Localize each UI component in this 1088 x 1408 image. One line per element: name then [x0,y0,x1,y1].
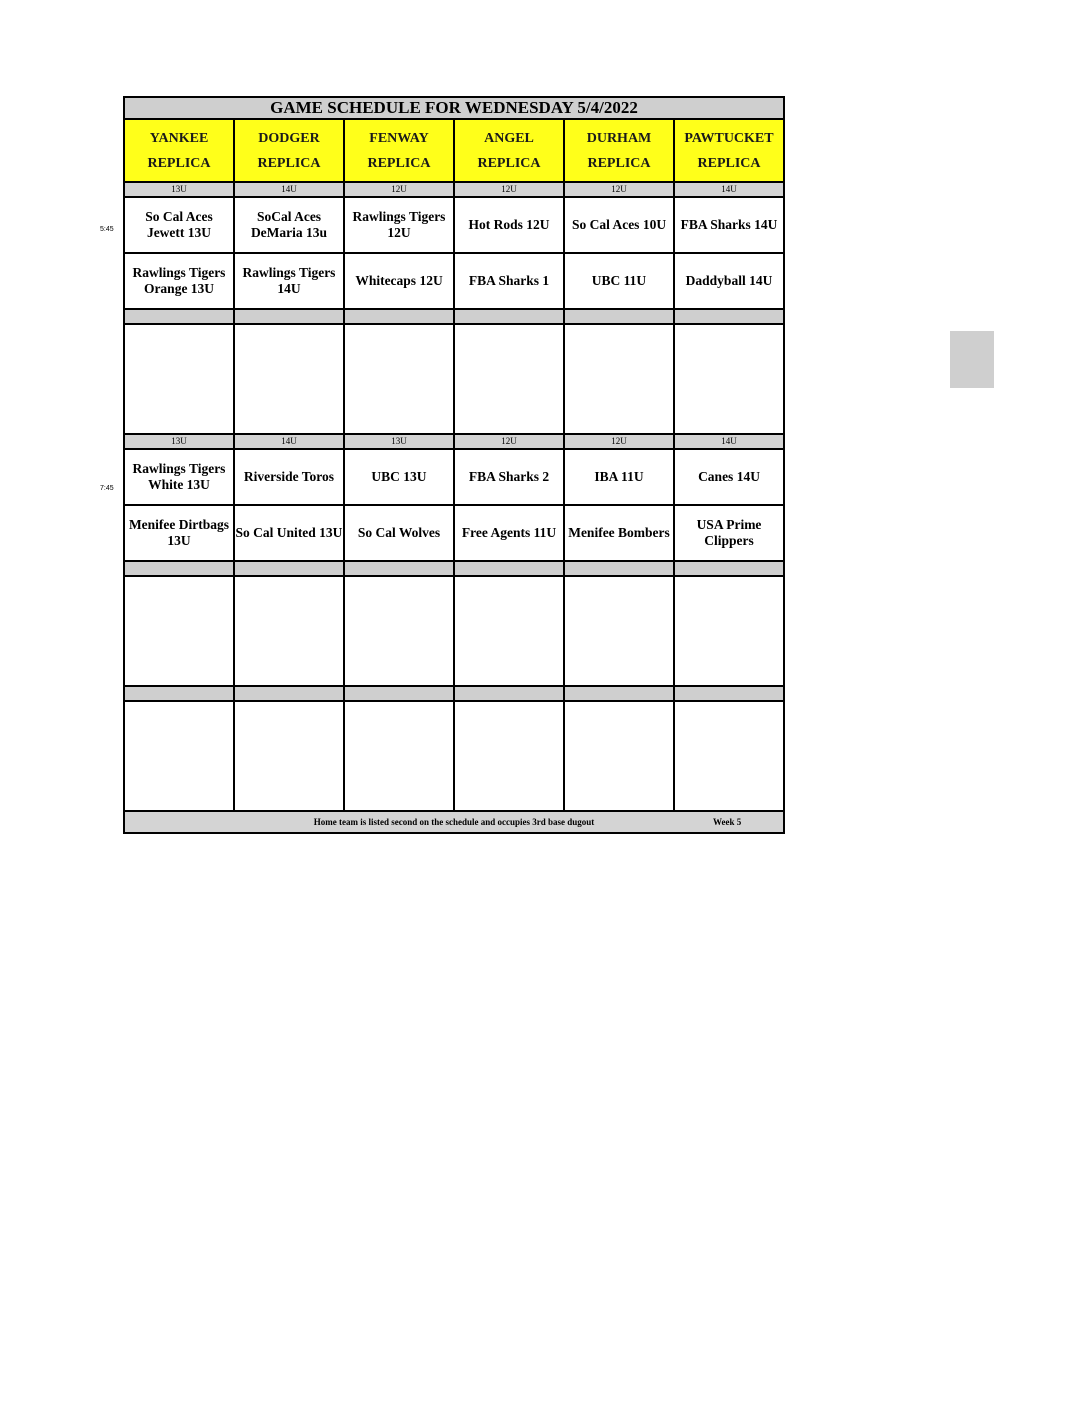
away-team: UBC 13U [344,449,454,505]
away-team: Hot Rods 12U [454,197,564,253]
age-cell: 12U [564,182,674,197]
away-team: Canes 14U [674,449,784,505]
field-sub: REPLICA [367,155,431,171]
home-team: Whitecaps 12U [344,253,454,309]
home-team: UBC 11U [564,253,674,309]
age-cell: 14U [674,182,784,197]
away-team-row [124,449,784,505]
age-cell: 14U [674,434,784,449]
away-team: Rawlings Tigers White 13U [124,449,234,505]
away-team: FBA Sharks 2 [454,449,564,505]
title-row [124,97,784,119]
home-team-row [124,253,784,309]
field-sub: REPLICA [147,155,211,171]
home-team: Daddyball 14U [674,253,784,309]
home-team: Menifee Bombers [564,505,674,561]
time-label: 7:45 [100,485,114,492]
away-team: Rawlings Tigers 12U [344,197,454,253]
age-cell: 13U [124,434,234,449]
field-name: DODGER [258,130,320,146]
age-cell: 13U [124,182,234,197]
away-team: Riverside Toros [234,449,344,505]
footer-row [124,811,784,833]
field-header [454,119,564,182]
field-name: FENWAY [369,130,429,146]
field-header [234,119,344,182]
footer-note: Home team is listed second on the schedule and occupies 3rd base dugout [313,817,595,827]
home-team: So Cal Wolves [344,505,454,561]
home-team: FBA Sharks 1 [454,253,564,309]
field-name: YANKEE [149,130,209,146]
time-label: 5:45 [100,226,114,233]
age-cell: 14U [234,434,344,449]
away-team-row [124,197,784,253]
field-sub: REPLICA [477,155,541,171]
field-name: DURHAM [586,130,652,146]
age-cell: 13U [344,434,454,449]
age-cell: 12U [454,434,564,449]
field-header-row [124,119,784,182]
empty-slot-row [124,576,784,686]
field-name: PAWTUCKET [684,130,774,146]
separator-row [124,686,784,701]
away-team: FBA Sharks 14U [674,197,784,253]
age-cell: 12U [564,434,674,449]
home-team: Rawlings Tigers 14U [234,253,344,309]
home-team: So Cal United 13U [234,505,344,561]
separator-row [124,309,784,324]
field-header [564,119,674,182]
empty-slot-row [124,701,784,811]
week-label: Week 5 [713,817,742,827]
age-row [124,182,784,197]
home-team: USA Prime Clippers [674,505,784,561]
home-team: Menifee Dirtbags 13U [124,505,234,561]
field-name: ANGEL [484,130,534,146]
age-cell: 12U [344,182,454,197]
field-sub: REPLICA [697,155,761,171]
field-sub: REPLICA [257,155,321,171]
away-team: IBA 11U [564,449,674,505]
field-sub: REPLICA [587,155,651,171]
gray-side-box [950,331,994,388]
field-header [674,119,784,182]
separator-row [124,561,784,576]
home-team: Free Agents 11U [454,505,564,561]
schedule-table [123,96,785,834]
schedule-title: GAME SCHEDULE FOR WEDNESDAY 5/4/2022 [124,97,784,119]
age-cell: 14U [234,182,344,197]
empty-slot-row [124,324,784,434]
away-team: So Cal Aces 10U [564,197,674,253]
age-cell: 12U [454,182,564,197]
away-team: So Cal Aces Jewett 13U [124,197,234,253]
field-header [344,119,454,182]
home-team: Rawlings Tigers Orange 13U [124,253,234,309]
away-team: SoCal Aces DeMaria 13u [234,197,344,253]
age-row [124,434,784,449]
home-team-row [124,505,784,561]
field-header [124,119,234,182]
